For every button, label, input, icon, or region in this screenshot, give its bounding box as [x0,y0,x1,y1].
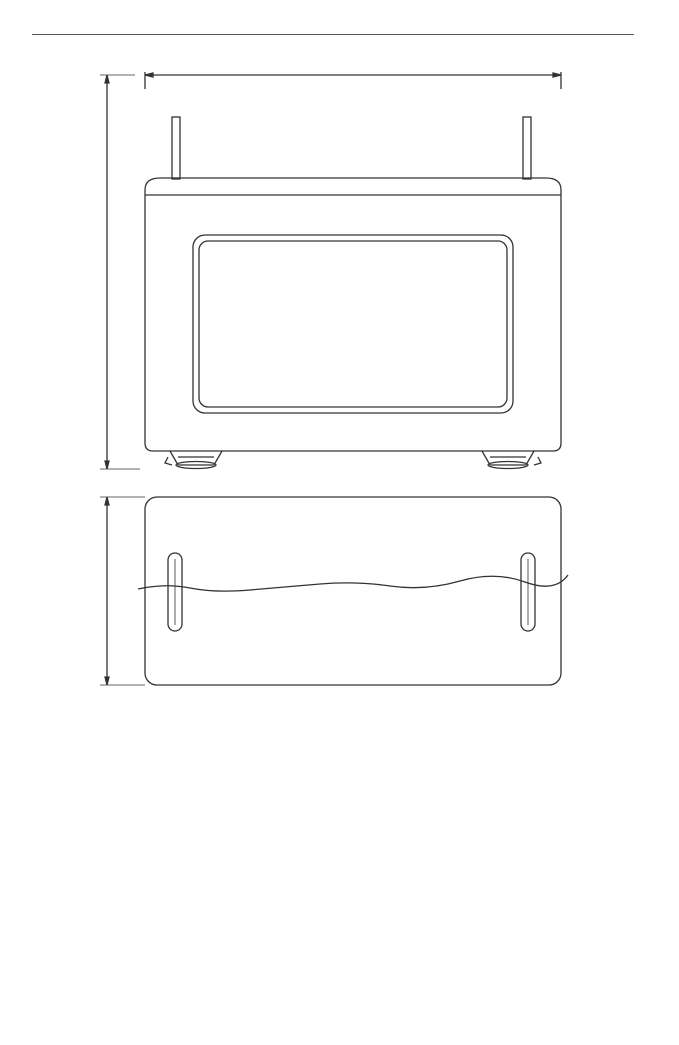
header-rule [32,34,634,35]
plan-view [100,497,568,685]
body-text [57,772,637,774]
device-drawing [0,45,679,705]
front-view [100,72,561,469]
figure-57 [0,45,679,705]
